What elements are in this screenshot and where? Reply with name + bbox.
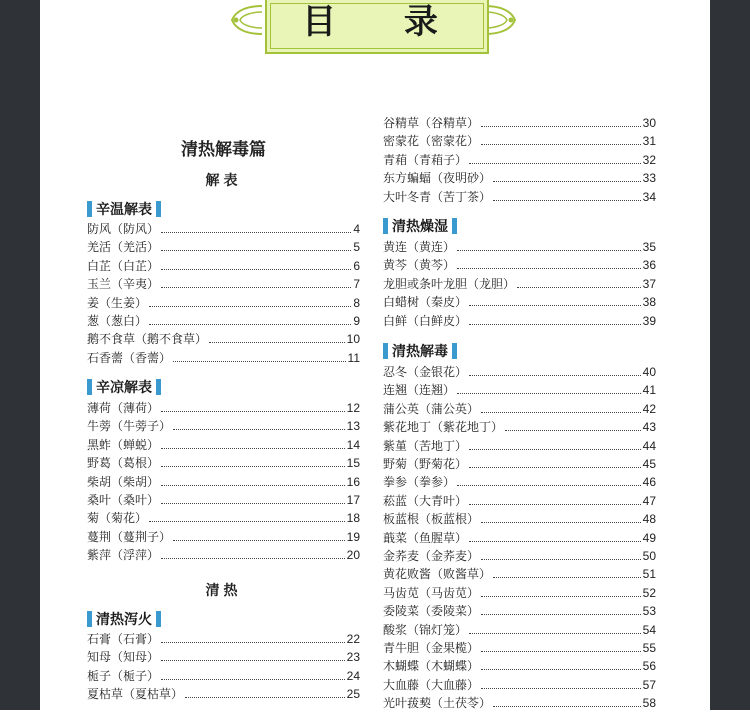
toc-entry[interactable] (383, 151, 656, 169)
dot-leader (493, 181, 641, 182)
toc-entry-name: 连翘（连翘） (383, 383, 456, 398)
toc-entry-name: 桑叶（桑叶） (87, 493, 160, 507)
dot-leader (481, 144, 641, 145)
toc-entry-name: 野菊（野菊花） (383, 457, 468, 471)
toc-entry[interactable] (87, 528, 360, 546)
dot-leader (185, 697, 345, 698)
dot-leader (173, 540, 345, 541)
dot-leader (173, 429, 345, 430)
toc-entry-page: 6 (353, 258, 360, 273)
toc-entry-page: 11 (347, 350, 360, 365)
dot-leader (457, 393, 641, 394)
toc-entry[interactable] (383, 584, 656, 602)
toc-entry-page: 33 (642, 171, 656, 186)
toc-entry-name: 忍冬（金银花） (383, 365, 468, 379)
dot-leader (173, 361, 346, 362)
toc-entry-page: 55 (642, 641, 656, 655)
toc-entry-page: 18 (346, 511, 360, 526)
dot-leader (209, 342, 345, 343)
toc-entry-name: 鹅不食草（鹅不食草） (87, 332, 208, 347)
dot-leader (493, 706, 641, 707)
toc-entry[interactable] (87, 630, 360, 648)
toc-entry-name: 木蝴蝶（木蝴蝶） (383, 659, 480, 674)
toc-entry-page: 17 (346, 493, 360, 507)
toc-entry-name: 知母（知母） (87, 650, 160, 665)
section-heading-jiedu: 清热解毒 (383, 341, 457, 361)
toc-entry-page: 32 (642, 152, 656, 167)
toc-entry-name: 野葛（葛根） (87, 456, 160, 471)
toc-entry-page: 45 (642, 457, 656, 471)
toc-entry[interactable] (383, 473, 656, 491)
toc-entry[interactable] (87, 454, 360, 472)
dot-leader (161, 269, 351, 270)
toc-entry-page: 34 (642, 189, 656, 204)
toc-entry[interactable] (87, 330, 360, 348)
toc-entry[interactable] (87, 667, 360, 685)
toc-entry[interactable] (383, 381, 656, 399)
dot-leader (161, 503, 345, 504)
toc-entry[interactable] (383, 437, 656, 455)
toc-entry[interactable] (383, 293, 656, 311)
toc-entry-name: 菊（菊花） (87, 511, 148, 526)
toc-entry-page: 56 (642, 659, 656, 674)
dot-leader (469, 163, 641, 164)
toc-entry[interactable] (87, 473, 360, 491)
toc-entry-name: 龙胆或条叶龙胆（龙胆） (383, 276, 516, 291)
toc-entry-page: 42 (642, 401, 656, 416)
dot-leader (469, 633, 641, 634)
toc-entry-page: 15 (346, 456, 360, 471)
dot-leader (149, 306, 351, 307)
toc-entry[interactable] (383, 621, 656, 639)
section-heading-zaoshi: 清热燥湿 (383, 216, 457, 236)
toc-entry-name: 羌活（羌活） (87, 240, 160, 255)
section-heading-xinwen: 辛温解表 (87, 199, 161, 219)
toc-entry-page: 8 (353, 295, 360, 310)
toc-entry-page: 10 (346, 332, 360, 347)
toc-entry-name: 黄芩（黄芩） (383, 258, 456, 273)
subsection-title-jiebiao: 解表 (205, 173, 242, 189)
toc-entry[interactable] (383, 400, 656, 418)
toc-entry-page: 4 (353, 222, 360, 236)
toc-entry-page: 39 (642, 313, 656, 328)
toc-entry-page: 37 (642, 276, 656, 291)
toc-entry-page: 23 (346, 650, 360, 665)
toc-entry-name: 姜（生姜） (87, 295, 148, 310)
dot-leader (161, 485, 345, 486)
toc-entry-page: 49 (642, 530, 656, 545)
toc-entry[interactable] (87, 275, 360, 293)
toc-entry-name: 蒲公英（蒲公英） (383, 401, 480, 416)
toc-entry-name: 紫堇（苦地丁） (383, 438, 468, 453)
toc-entry-name: 蕺菜（鱼腥草） (383, 530, 468, 545)
toc-entry-page: 52 (642, 585, 656, 600)
toc-entry-name: 板蓝根（板蓝根） (383, 512, 480, 527)
toc-entry[interactable] (87, 220, 360, 238)
dot-leader (481, 651, 641, 652)
toc-entry[interactable] (87, 509, 360, 527)
toc-entry[interactable] (383, 238, 656, 256)
dot-leader (161, 448, 345, 449)
toc-entry-page: 20 (346, 548, 360, 563)
dot-leader (481, 412, 641, 413)
toc-entry[interactable] (383, 510, 656, 528)
toc-entry-name: 牛蒡（牛蒡子） (87, 419, 172, 434)
toc-entry[interactable] (383, 363, 656, 381)
toc-entry-name: 菘蓝（大青叶） (383, 493, 468, 508)
dot-leader (481, 614, 641, 615)
toc-entry-page: 16 (346, 474, 360, 489)
dot-leader (493, 577, 641, 578)
toc-entry-name: 防风（防风） (87, 222, 160, 236)
left-ornament-icon (228, 2, 264, 38)
right-dark-margin (710, 0, 750, 710)
toc-entry-page: 54 (642, 622, 656, 637)
toc-entry[interactable] (383, 529, 656, 547)
part-title: 清热解毒篇 (181, 140, 266, 160)
toc-entry-page: 14 (346, 437, 360, 452)
toc-entry-page: 9 (353, 314, 360, 328)
toc-entry-name: 青葙（青葙子） (383, 152, 468, 167)
toc-entry-name: 大血藤（大血藤） (383, 677, 480, 692)
toc-entry[interactable] (383, 169, 656, 187)
toc-entry-name: 黑蚱（蝉蜕） (87, 437, 160, 452)
toc-entry-name: 白芷（白芷） (87, 258, 160, 273)
dot-leader (161, 287, 351, 288)
toc-entry-name: 石香薷（香薷） (87, 350, 172, 365)
toc-entry-name: 石膏（石膏） (87, 632, 160, 646)
toc-entry-page: 47 (642, 493, 656, 508)
dot-leader (161, 232, 351, 233)
toc-entry[interactable] (383, 676, 656, 694)
dot-leader (517, 287, 641, 288)
toc-entry[interactable] (383, 312, 656, 330)
dot-leader (481, 126, 641, 127)
toc-entry[interactable] (383, 602, 656, 620)
toc-entry[interactable] (87, 417, 360, 435)
dot-leader (505, 430, 641, 431)
toc-entry-name: 金荞麦（金荞麦） (383, 549, 480, 563)
toc-entry[interactable] (383, 547, 656, 565)
toc-entry-name: 黄连（黄连） (383, 240, 456, 254)
toc-entry[interactable] (383, 565, 656, 583)
dot-leader (469, 504, 641, 505)
toc-entry[interactable] (87, 312, 360, 330)
toc-entry[interactable] (383, 132, 656, 150)
title-banner (265, 0, 489, 54)
dot-leader (161, 558, 345, 559)
dot-leader (457, 268, 641, 269)
toc-entry-name: 葱（葱白） (87, 314, 148, 328)
toc-entry-page: 36 (642, 258, 656, 273)
toc-entry-page: 38 (642, 295, 656, 310)
dot-leader (457, 250, 641, 251)
toc-entry[interactable] (87, 648, 360, 666)
left-dark-margin (0, 0, 40, 710)
toc-entry-page: 24 (346, 668, 360, 683)
toc-entry-page: 40 (642, 365, 656, 379)
dot-leader (469, 467, 641, 468)
toc-entry[interactable] (87, 399, 360, 417)
toc-entry-name: 酸浆（锦灯笼） (383, 622, 468, 637)
dot-leader (161, 660, 345, 661)
toc-entry[interactable] (383, 492, 656, 510)
dot-leader (149, 521, 345, 522)
toc-entry-page: 25 (346, 687, 360, 702)
toc-entry-page: 12 (346, 401, 360, 415)
toc-entry-name: 薄荷（薄荷） (87, 401, 160, 415)
toc-entry-page: 51 (642, 567, 656, 582)
toc-entry[interactable] (383, 256, 656, 274)
toc-entry-name: 栀子（栀子） (87, 668, 160, 683)
toc-entry-name: 青牛胆（金果榄） (383, 641, 480, 655)
toc-entry[interactable] (383, 694, 656, 712)
toc-entry-page: 41 (642, 383, 656, 398)
subsection-title-qingre: 清热 (205, 583, 242, 599)
dot-leader (161, 642, 345, 643)
toc-entry-name: 拳参（拳参） (383, 475, 456, 490)
toc-entry-name: 白鲜（白鲜皮） (383, 313, 468, 328)
toc-entry-page: 7 (353, 277, 360, 292)
toc-entry-name: 黄花败酱（败酱草） (383, 567, 492, 582)
toc-entry-page: 46 (642, 475, 656, 490)
toc-entry[interactable] (87, 546, 360, 564)
toc-entry[interactable] (383, 455, 656, 473)
toc-entry-name: 玉兰（辛夷） (87, 277, 160, 292)
dot-leader (481, 669, 641, 670)
dot-leader (469, 449, 641, 450)
toc-entry-page: 43 (642, 420, 656, 435)
toc-entry[interactable] (383, 275, 656, 293)
toc-entry-page: 35 (642, 240, 656, 254)
toc-entry[interactable] (87, 257, 360, 275)
toc-entry-name: 蔓荆（蔓荆子） (87, 529, 172, 544)
toc-entry-name: 紫花地丁（紫花地丁） (383, 420, 504, 435)
toc-entry[interactable] (383, 188, 656, 206)
toc-entry[interactable] (87, 294, 360, 312)
toc-entry-page: 57 (642, 677, 656, 692)
dot-leader (161, 466, 345, 467)
toc-entry[interactable] (87, 238, 360, 256)
toc-entry-page: 50 (642, 549, 656, 563)
toc-entry-page: 58 (642, 696, 656, 711)
toc-entry-page: 30 (642, 116, 656, 130)
dot-leader (493, 200, 641, 201)
toc-entry-page: 31 (642, 134, 656, 149)
dot-leader (149, 324, 351, 325)
toc-entry-page: 19 (346, 529, 360, 544)
toc-entry-name: 谷精草（谷精草） (383, 116, 480, 130)
toc-entry-page: 5 (353, 240, 360, 255)
page-title: 目 录 (302, 2, 466, 42)
dot-leader (481, 688, 641, 689)
toc-entry-name: 委陵菜（委陵菜） (383, 604, 480, 619)
toc-entry-page: 48 (642, 512, 656, 527)
dot-leader (161, 250, 351, 251)
dot-leader (457, 485, 641, 486)
section-heading-xinliang: 辛凉解表 (87, 377, 161, 397)
dot-leader (161, 679, 345, 680)
toc-entry[interactable] (383, 418, 656, 436)
dot-leader (481, 596, 641, 597)
toc-entry-page: 44 (642, 438, 656, 453)
toc-entry-page: 22 (346, 632, 360, 646)
toc-entry-name: 大叶冬青（苦丁茶） (383, 189, 492, 204)
toc-entry-name: 白蜡树（秦皮） (383, 295, 468, 310)
dot-leader (469, 324, 641, 325)
toc-entry[interactable] (87, 685, 360, 703)
dot-leader (469, 541, 641, 542)
toc-entry-name: 密蒙花（密蒙花） (383, 134, 480, 149)
toc-entry[interactable] (87, 491, 360, 509)
toc-entry-name: 夏枯草（夏枯草） (87, 687, 184, 702)
toc-entry-name: 紫萍（浮萍） (87, 548, 160, 563)
toc-entry-page: 53 (642, 604, 656, 619)
dot-leader (481, 522, 641, 523)
toc-entry-name: 柴胡（柴胡） (87, 474, 160, 489)
dot-leader (469, 305, 641, 306)
toc-entry[interactable] (87, 349, 360, 367)
toc-entry[interactable] (383, 657, 656, 675)
toc-entry-name: 东方蝙蝠（夜明砂） (383, 171, 492, 186)
toc-entry-name: 光叶菝葜（土茯苓） (383, 696, 492, 711)
toc-entry[interactable] (383, 114, 656, 132)
section-heading-xiehuo: 清热泻火 (87, 609, 161, 629)
dot-leader (161, 411, 345, 412)
toc-entry-name: 马齿苋（马齿苋） (383, 585, 480, 600)
toc-entry-page: 13 (346, 419, 360, 434)
toc-entry[interactable] (383, 639, 656, 657)
dot-leader (481, 559, 641, 560)
toc-entry[interactable] (87, 436, 360, 454)
dot-leader (469, 375, 641, 376)
